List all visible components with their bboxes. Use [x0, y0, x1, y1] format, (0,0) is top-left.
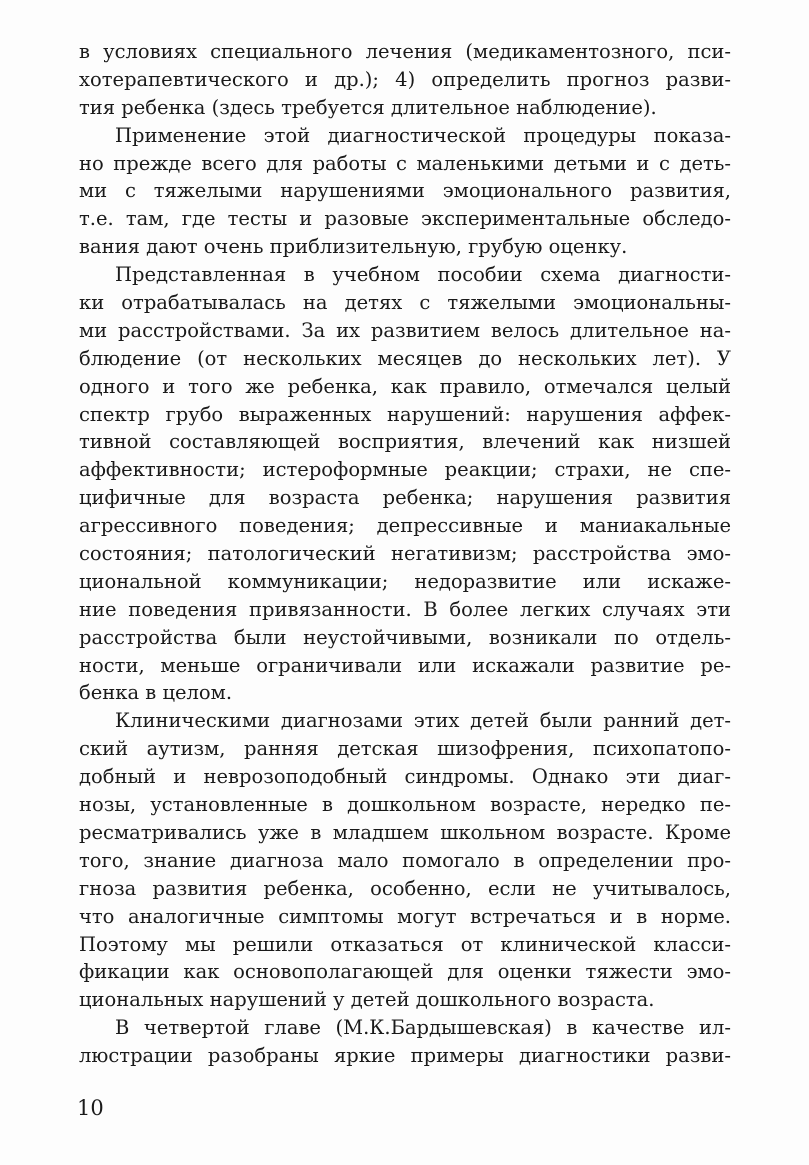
text-line: в условиях специального лечения (медикаментозного, пси- — [79, 40, 731, 63]
text-line: вания дают очень приблизительную, грубую оценку. — [79, 235, 628, 259]
text-line: тивной составляющей восприятия, влечений как низшей — [79, 430, 731, 454]
text-line: Применение этой диагностической процедуры показа- — [115, 123, 731, 147]
text-line: одного и того же ребенка, как правило, отмечался целый — [79, 374, 731, 398]
text-line: тия ребенка (здесь требуется длительное наблюдение). — [79, 95, 657, 119]
text-line: циональных нарушений у детей дошкольного возраста. — [79, 988, 655, 1012]
text-line: спектр грубо выраженных нарушений: нарушения аффек- — [79, 402, 731, 426]
text-line: Поэтому мы решили отказаться от клинической класси- — [79, 932, 731, 956]
page-number: 10 — [77, 1096, 104, 1120]
text-line: Клиническими диагнозами этих детей были ранний дет- — [115, 709, 731, 733]
text-line: но прежде всего для работы с маленькими детьми и с деть- — [79, 151, 731, 175]
text-line: нозы, установленные в дошкольном возрасте, нередко пе- — [79, 793, 731, 817]
text-line: фикации как основополагающей для оценки тяжести эмо- — [79, 960, 731, 984]
text-line: того, знание диагноза мало помогало в определении про- — [79, 848, 731, 872]
text-line: блюдение (от нескольких месяцев до нескольких лет). У — [79, 346, 731, 370]
text-line: ский аутизм, ранняя детская шизофрения, психопатопо- — [79, 737, 731, 761]
body-text — [79, 38, 731, 1070]
text-line: циональной коммуникации; недоразвитие или искаже- — [79, 569, 731, 593]
text-line: что аналогичные симптомы могут встречаться и в норме. — [79, 904, 731, 928]
text-line: ми расстройствами. За их развитием велось длительное на- — [79, 318, 731, 342]
text-line: т.е. там, где тесты и разовые экспериментальные обследо- — [79, 207, 731, 231]
text-line: состояния; патологический негативизм; расстройства эмо- — [79, 542, 731, 566]
text-line: ми с тяжелыми нарушениями эмоционального развития, — [79, 179, 731, 203]
text-line: аффективности; истероформные реакции; страхи, не спе- — [79, 458, 731, 482]
text-line: агрессивного поведения; депрессивные и маниакальные — [79, 514, 731, 538]
text-line: ресматривались уже в младшем школьном возрасте. Кроме — [79, 820, 731, 844]
text-line: Представленная в учебном пособии схема диагности- — [115, 263, 731, 287]
text-line: бенка в целом. — [79, 681, 233, 705]
text-line: гноза развития ребенка, особенно, если не учитывалось, — [79, 876, 731, 900]
text-line: хотерапевтического и др.); 4) определить прогноз разви- — [79, 67, 731, 91]
text-line: В четвертой главе (М.К.Бардышевская) в качестве ил- — [115, 1016, 731, 1040]
text-line: расстройства были неустойчивыми, возникали по отдель- — [79, 625, 731, 649]
text-line: ние поведения привязанности. В более легких случаях эти — [79, 597, 731, 621]
text-line: добный и неврозоподобный синдромы. Однако эти диаг- — [79, 765, 731, 789]
text-line: ности, меньше ограничивали или искажали развитие ре- — [79, 653, 731, 677]
text-line: цифичные для возраста ребенка; нарушения развития — [79, 486, 731, 510]
text-line: люстрации разобраны яркие примеры диагностики разви- — [79, 1044, 731, 1068]
text-line: ки отрабатывалась на детях с тяжелыми эмоциональны- — [79, 291, 731, 315]
